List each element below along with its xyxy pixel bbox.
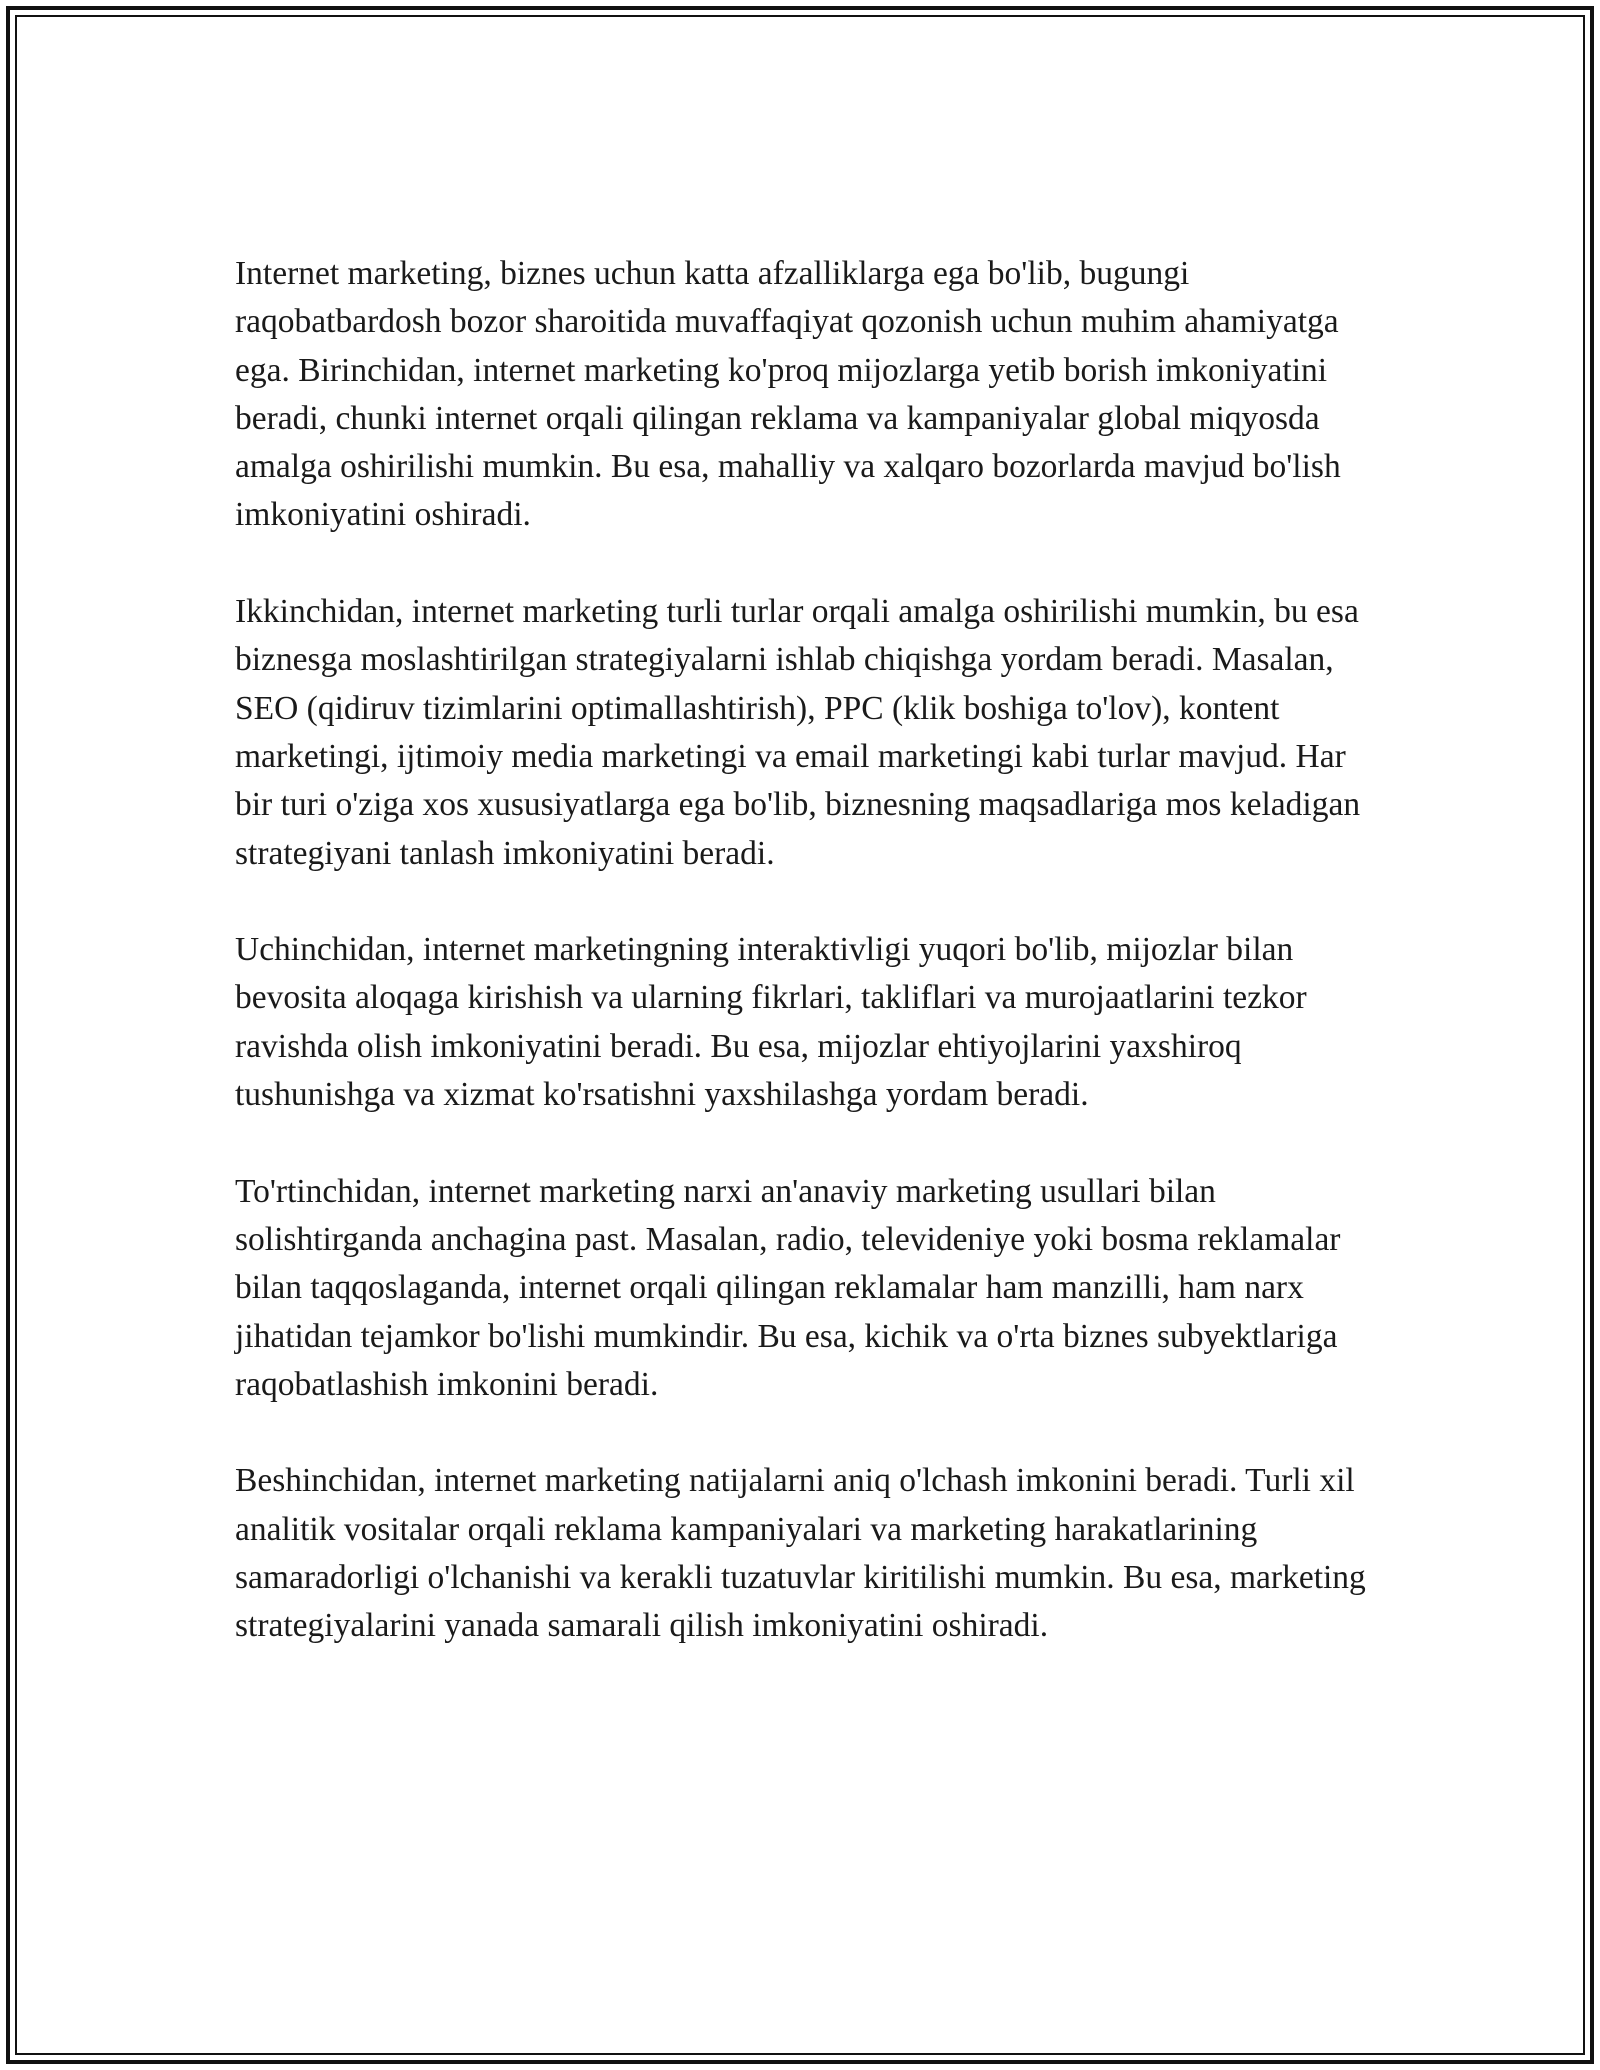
paragraph-5: Beshinchidan, internet marketing natijalarni aniq o'lchash imkonini beradi. Turli xil analitik vositalar orqali reklama kampaniyalari va marketing harakatlarining samaradorligi o'lchanishi va kerakli tuzatuvlar kiritilishi mumkin. Bu esa, marketing strategiyalarini yanada samarali qilish imkoniyatini oshiradi. [235, 1462, 1366, 1645]
document-body [235, 250, 1375, 1651]
paragraph-3: Uchinchidan, internet marketingning interaktivligi yuqori bo'lib, mijozlar bilan bevosita aloqaga kirishish va ularning fikrlari, takliflari va murojaatlarini tezkor ravishda olish imkoniyatini beradi. Bu esa, mijozlar ehtiyojlarini yaxshiroq tushunishga va xizmat ko'rsatishni yaxshilashga yordam beradi. [235, 931, 1307, 1114]
paragraph-4: To'rtinchidan, internet marketing narxi an'anaviy marketing usullari bilan solishtirganda anchagina past. Masalan, radio, televideniye yoki bosma reklamalar bilan taqqoslaganda, internet orqali qilingan reklamalar ham manzilli, ham narx jihatidan tejamkor bo'lishi mumkindir. Bu esa, kichik va o'rta biznes subyektlariga raqobatlashish imkonini beradi. [235, 1172, 1341, 1403]
paragraph-2: Ikkinchidan, internet marketing turli turlar orqali amalga oshirilishi mumkin, bu esa biznesga moslashtirilgan strategiyalarni ishlab chiqishga yordam beradi. Masalan, SEO (qidiruv tizimlarini optimallashtirish), PPC (klik boshiga to'lov), kontent marketingi, ijtimoiy media marketingi va email marketingi kabi turlar mavjud. Har bir turi o'ziga xos xususiyatlarga ega bo'lib, biznesning maqsadlariga mos keladigan strategiyani tanlash imkoniyatini beradi. [235, 593, 1361, 872]
paragraph-1: Internet marketing, biznes uchun katta afzalliklarga ega bo'lib, bugungi raqobatbardosh bozor sharoitida muvaffaqiyat qozonish uchun muhim ahamiyatga ega. Birinchidan, internet marketing ko'proq mijozlarga yetib borish imkoniyatini beradi, chunki internet orqali qilingan reklama va kampaniyalar global miqyosda amalga oshirilishi mumkin. Bu esa, mahalliy va xalqaro bozorlarda mavjud bo'lish imkoniyatini oshiradi. [235, 255, 1341, 534]
